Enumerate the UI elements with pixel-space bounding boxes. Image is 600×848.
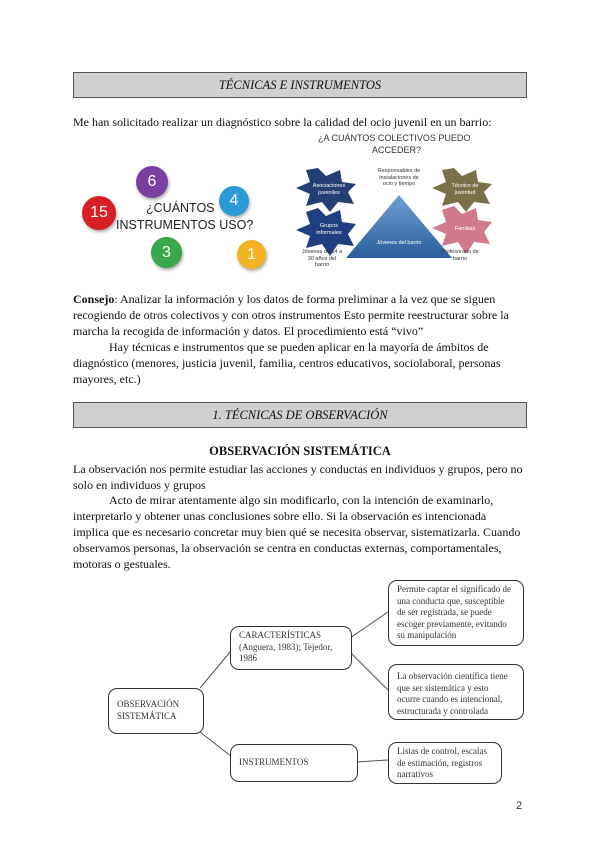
diagram-desc-box-3 xyxy=(388,742,502,784)
carac-line2: (Anguera, 1983); Tejedor, xyxy=(239,641,333,652)
diagram-desc-box-1 xyxy=(388,580,524,646)
intro-text: Me han solicitado realizar un diagnóstico sobre la calidad del ocio juvenil en un barrio: xyxy=(73,115,492,129)
d2-line3: ocurre cuando es intencional, xyxy=(397,694,503,704)
consejo-line1: : Analizar la información y los datos de forma preliminar a la vez que se siguen xyxy=(114,292,496,306)
circle-three: 3 xyxy=(151,237,182,268)
circle-fifteen: 15 xyxy=(82,196,116,230)
para2-line1: Hay técnicas e instrumentos que se pueden aplicar en la mayoría de ámbitos de xyxy=(109,340,489,354)
triangle-label: Jóvenes del barrio xyxy=(376,240,422,246)
star2-line2: informales xyxy=(316,229,342,236)
section-header-text: 1. TÉCNICAS DE OBSERVACIÓN xyxy=(212,407,388,422)
d1-line3: de ser registrada, se puede xyxy=(397,607,492,617)
para4-line3: implica que es necesario concretar muy bien qué se necesita observar, sistematizarla. Cuando xyxy=(73,525,521,539)
instruments-question-line2: INSTRUMENTOS USO? xyxy=(116,218,254,232)
para4-line4: observamos personas, la observación se centra en conductas externas, comportamentales, xyxy=(73,541,502,555)
top-center-line3: ocio y tiempo xyxy=(382,181,416,187)
carac-line1: CARACTERÍSTICAS xyxy=(239,630,322,640)
root-line1: OBSERVACIÓN xyxy=(117,699,180,709)
d1-line5: su manipulación xyxy=(397,630,457,640)
circle-one: 1 xyxy=(237,240,266,269)
bottom-left-line1: Jóvenes de 14 a xyxy=(301,249,343,255)
diagram-instrumentos-box xyxy=(230,744,358,782)
section-header-text: TÉCNICAS E INSTRUMENTOS xyxy=(218,77,382,92)
section-title: OBSERVACIÓN SISTEMÁTICA xyxy=(209,444,391,458)
star1-line2: juveniles xyxy=(318,189,340,196)
bottom-left-line2: 30 años del xyxy=(307,255,337,262)
bottom-left-line3: barrio xyxy=(314,262,330,268)
root-line2: SISTEMÁTICA xyxy=(117,710,177,721)
d1-line1: Permite captar el significado de xyxy=(397,584,511,594)
consejo-line2: recogiendo de otros colectivos y con otros instrumentos Esto permite reestructurar sobre la xyxy=(73,308,509,322)
top-center-line1: Responsables de xyxy=(377,168,421,174)
para4-line2: interpretarlo y obtener unas conclusiones sobre ello. Si la observación es intencionada xyxy=(73,509,487,523)
consejo-line3: marcha la recogida de información y datos. El procedimiento está “vivo” xyxy=(73,324,424,338)
d3-line1: Listas de control, escalas xyxy=(397,746,487,756)
d2-line1: La observación científica tiene xyxy=(397,671,508,681)
para2-line2: diagnóstico (menores, justicia juvenil, familia, centros educativos, sociolaboral, personas xyxy=(73,356,501,370)
para4-line5: motoras o gestuales. xyxy=(73,557,171,571)
star3-line2: juventud xyxy=(454,189,476,196)
instr-label: INSTRUMENTOS xyxy=(239,757,309,767)
star3-line1: Técnico de xyxy=(451,183,479,189)
circle-four: 4 xyxy=(219,186,249,216)
diagram-desc-box-2 xyxy=(388,664,524,720)
bottom-right-line2: barrio xyxy=(452,255,468,262)
diagram-caracteristicas-box xyxy=(230,626,352,670)
para3-line2: solo en individuos y grupos xyxy=(73,478,206,492)
star5-label: Familias xyxy=(454,226,476,232)
d3-line2: de estimación, registros xyxy=(397,757,483,768)
para4-line1: Acto de mirar atentamente algo sin modificarlo, con la intención de examinarlo, xyxy=(109,493,494,507)
consejo-label: Consejo xyxy=(73,292,115,306)
para3-line1: La observación nos permite estudiar las acciones y conductas en individuos y grupos, pero no xyxy=(73,462,523,476)
d1-line4: escoger previamente, evitando xyxy=(397,618,507,629)
circle-six: 6 xyxy=(136,166,168,198)
instruments-question-line1: ¿CUÁNTOS xyxy=(146,201,215,215)
d1-line2: una conducta que, susceptible xyxy=(397,595,505,606)
d2-line4: estructurada y controlada xyxy=(397,705,488,716)
d3-line3: narrativos xyxy=(397,769,433,779)
page-number: 2 xyxy=(516,800,523,812)
star1-line1: Asociaciones xyxy=(312,183,346,189)
carac-line3: 1986 xyxy=(239,653,257,663)
diagram-root-box xyxy=(108,688,204,734)
bottom-right-line1: Profesorado de xyxy=(441,249,479,255)
collectives-question-line2: ACCEDER? xyxy=(372,145,422,155)
para2-line3: mayores, etc.) xyxy=(73,372,141,386)
star2-line1: Grupos xyxy=(319,223,339,229)
d2-line2: que ser sistemática y esto xyxy=(397,682,489,693)
collectives-question-line1: ¿A CUÁNTOS COLECTIVOS PUEDO xyxy=(318,133,471,143)
top-center-line2: instalaciones de xyxy=(379,174,419,181)
